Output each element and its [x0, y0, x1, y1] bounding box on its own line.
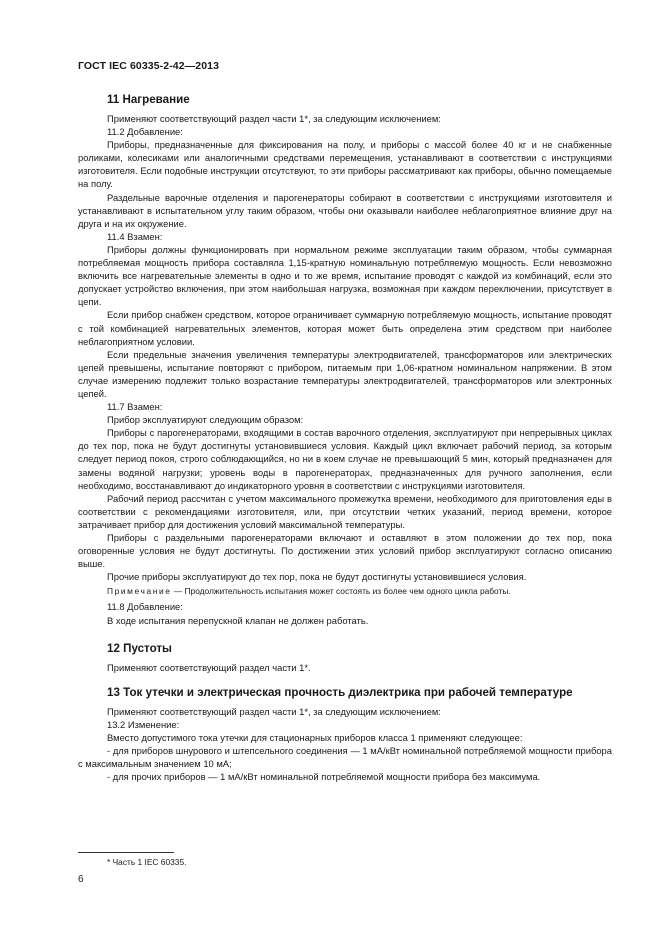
- paragraph: Вместо допустимого тока утечки для стационарных приборов класса 1 применяют следующее:: [107, 731, 523, 743]
- paragraph: Прочие приборы эксплуатируют до тех пор, пока не будут достигнуты установившиеся условия.: [107, 571, 527, 583]
- subclause-13-2: 13.2 Изменение:: [107, 718, 180, 730]
- paragraph: Применяют соответствующий раздел части 1*.: [107, 661, 311, 673]
- paragraph: Приборы с раздельными парогенераторами включают и оставляют в этом положении до тех пор, пока оговоренные условия не будут достигнуты. По достижении этих условий прибор эксплуатируют согласно описанию выше.: [78, 532, 612, 570]
- document-header: ГОСТ IEC 60335-2-42—2013: [78, 60, 220, 72]
- section-11-intro: Применяют соответствующий раздел части 1*, за следующим исключением:: [107, 113, 441, 124]
- paragraph: Прибор эксплуатируют следующим образом:: [107, 414, 304, 426]
- paragraph: Приборы с парогенераторами, входящими в состав варочного отделения, эксплуатируют при непрерывных циклах до тех пор, пока не будут достигнуты установившиеся условия. Каждый цикл включает рабочий период, за которым следует период покоя, строго соблюдающийся, но ни в коем случае не превышающий 5 мин, который предназначен для замены водяной нагрузки; уровень воды в парогенераторах, предназначенных для ручного заполнения, если необходимо, восстанавливают до индикаторного уровня в соответствии с инструкциями изготовителя.: [78, 427, 612, 491]
- paragraph: Приборы должны функционировать при нормальном режиме эксплуатации таким образом, чтобы суммарная потребляемая мощность прибора составляла 1,15-кратную номинальную потребляемую мощность. Если невозможно включить все нагревательные элементы в одно и то же время, испытание проводят с каждой из комбинаций, если это допускает устройство включения, при этом наибольшая нагрузка, возможная при каждом переключении, присутствует в цепи.: [78, 243, 612, 308]
- section-13-intro: Применяют соответствующий раздел части 1*, за следующим исключением:: [107, 705, 441, 717]
- paragraph: Раздельные варочные отделения и парогенераторы собирают в соответствии с инструкциями изготовителя и устанавливают в испытательном углу таким образом, чтобы они оказывали наиболее неблагоприятное влияние друг на друга и на их окружение.: [78, 191, 612, 229]
- subclause-11-2: 11.2 Добавление:: [107, 126, 183, 138]
- paragraph: Если прибор снабжен средством, которое ограничивает суммарную потребляемую мощность, испытание проводят с той комбинацией нагревательных элементов, которая может быть определена этим средством при наиболее неблагоприятном условии.: [78, 309, 612, 347]
- note: [78, 585, 612, 598]
- paragraph: Рабочий период рассчитан с учетом максимального промежутка времени, необходимого для приготовления еды в соответствии с рекомендациями изготовителя, или, при отсутствии четких указаний, период времени, которое затрачивает прибор для достижения условий максимальной температуры.: [78, 492, 612, 530]
- subclause-11-7: 11.7 Взамен:: [107, 401, 163, 413]
- subclause-11-8: 11.8 Добавление:: [107, 601, 183, 613]
- page-body: [78, 92, 612, 783]
- list-item: - для приборов шнурового и штепсельного соединения — 1 мА/кВт номинальной потребляемой мощности прибора с максимальным значением 10 мА;: [78, 745, 612, 770]
- paragraph: Если предельные значения увеличения температуры электродвигателей, трансформаторов или электрических цепей превышены, испытание повторяют с прибором, питаемым при 1,06-кратном номинальном напряжении. В этом случае измерению подлежит только возрастание температуры электродвигателей, трансформаторов или электронных цепей.: [78, 348, 612, 399]
- section-13-title: 13 Ток утечки и электрическая прочность диэлектрика при рабочей температуре: [107, 685, 573, 699]
- subclause-11-4: 11.4 Взамен:: [107, 230, 163, 242]
- paragraph: В ходе испытания перепускной клапан не должен работать.: [107, 614, 369, 626]
- section-12-title: 12 Пустоты: [107, 641, 172, 655]
- list-item: - для прочих приборов — 1 мА/кВт номинальной потребляемой мощности прибора без максимума.: [107, 771, 541, 783]
- note-label: Примечание: [107, 586, 172, 597]
- paragraph: Приборы, предназначенные для фиксирования на полу, и приборы с массой более 40 кг и не снабженные роликами, колесиками или аналогичными средствами перемещения, устанавливают в соответствии с инструкциями изготовителя. Если подобные инструкции отсутствуют, то эти приборы рассматривают как приборы, обычно помещаемые на полу.: [78, 139, 612, 190]
- footnote-divider: [78, 852, 174, 853]
- footnote: * Часть 1 IEC 60335.: [107, 857, 187, 867]
- note-text: — Продолжительность испытания может состоять из более чем одного цикла работы.: [171, 586, 511, 597]
- section-11-title: 11 Нагревание: [107, 93, 190, 106]
- page-number: 6: [78, 874, 84, 885]
